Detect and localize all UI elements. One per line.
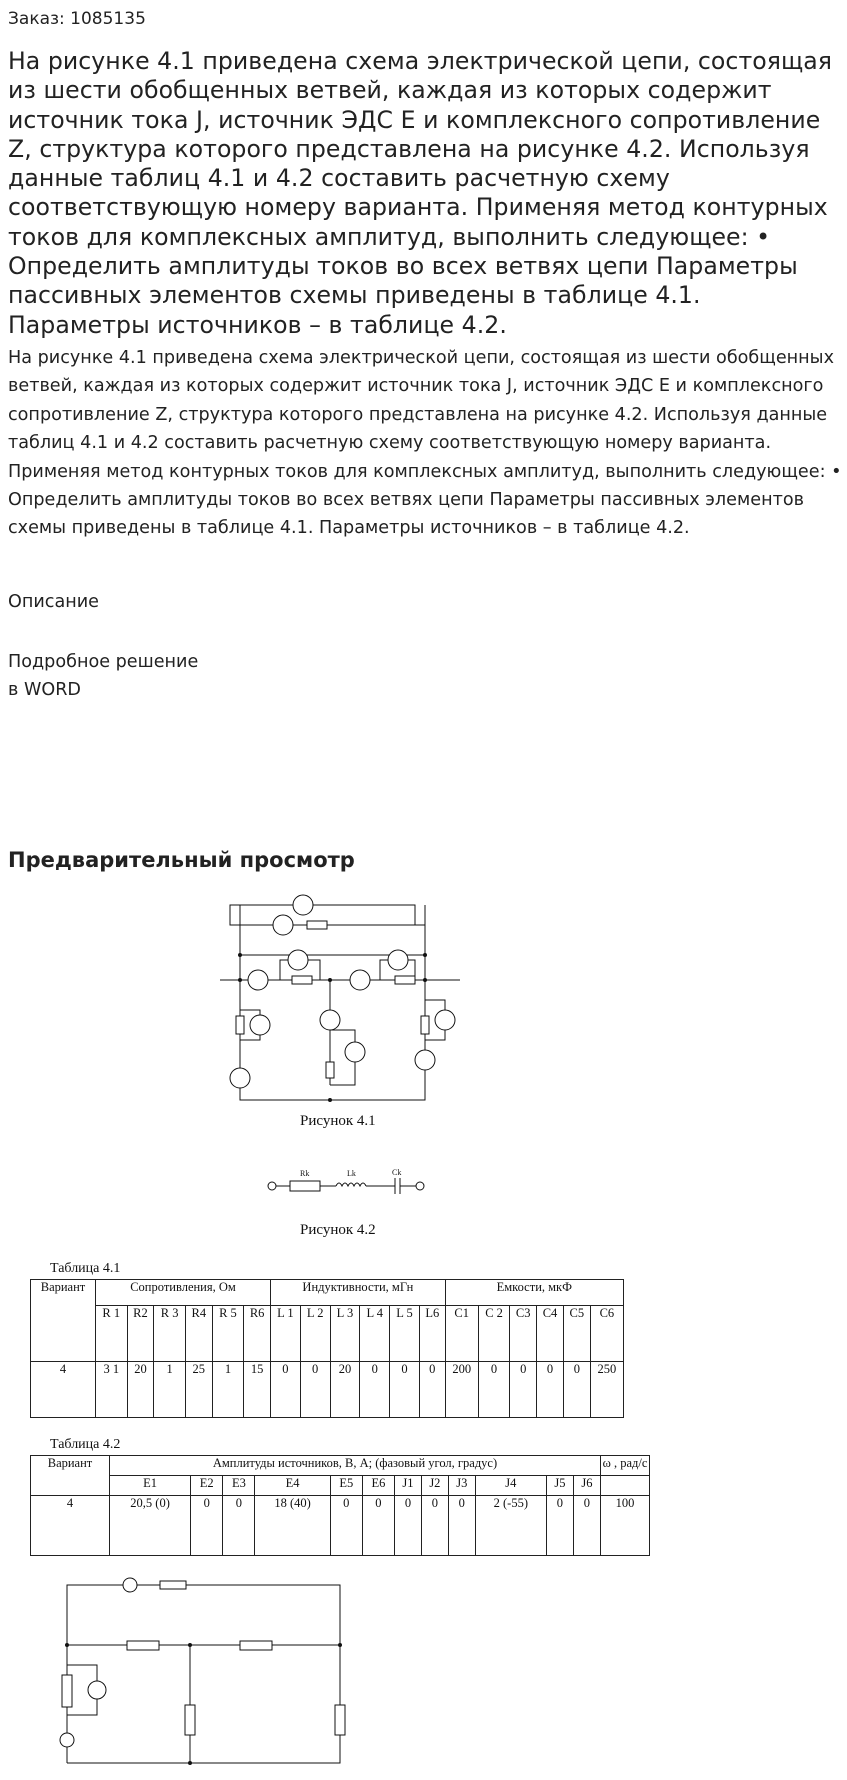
t1-col-header: C1 (445, 1306, 478, 1362)
t2-cell: 0 (395, 1496, 422, 1556)
figure-4-2-caption: Рисунок 4.2 (300, 1222, 376, 1238)
t2-cell: 0 (448, 1496, 475, 1556)
figure-4-2-branch (240, 1162, 440, 1202)
t1-cell: 0 (478, 1362, 510, 1418)
task-title: На рисунке 4.1 приведена схема электрической цепи, состоящая из шести обобщенных ветвей, каждая из которых содержит источник тока J, источник ЭДС E и комплексного сопротивление Z, структура которого представлена на рисунке 4.2. Используя данные таблиц 4.1 и 4.2 составить расчетную схему соответствующую номеру варианта. Применяя метод контурных токов для комплексных амплитуд, выполнить следующее: • Определить амплитуды токов во всех ветвях цепи Параметры пассивных элементов схемы приведены в таблице 4.1. Параметры источников – в таблице 4.2. (8, 47, 832, 339)
t1-group-resistance: Сопротивления, Ом (96, 1280, 271, 1306)
t1-cell: 15 (244, 1362, 271, 1418)
t1-col-header: R4 (185, 1306, 212, 1362)
t1-col-header: C 2 (478, 1306, 510, 1362)
fig2-label-r: Rk (300, 1169, 310, 1178)
t1-cell: 0 (271, 1362, 301, 1418)
figure-4-1-caption: Рисунок 4.1 (300, 1113, 376, 1129)
t1-col-header: C5 (563, 1306, 590, 1362)
t1-cell: 20 (330, 1362, 360, 1418)
t1-cell: 0 (300, 1362, 330, 1418)
t1-col-header: L 1 (271, 1306, 301, 1362)
t2-cell: 0 (421, 1496, 448, 1556)
t2-cell: 0 (330, 1496, 362, 1556)
t2-cell: 2 (-55) (475, 1496, 546, 1556)
t1-col-header: C3 (510, 1306, 537, 1362)
table-4-2 (30, 1455, 650, 1556)
t2-cell: 20,5 (0) (110, 1496, 191, 1556)
t2-cell: 4 (31, 1496, 110, 1556)
t2-col-header: E1 (110, 1476, 191, 1496)
t1-col-header: L 2 (300, 1306, 330, 1362)
t2-cell: 0 (223, 1496, 255, 1556)
t1-col-header: L6 (419, 1306, 445, 1362)
t1-col-header: L 3 (330, 1306, 360, 1362)
t2-col-header: J3 (448, 1476, 475, 1496)
t2-col-header: E6 (362, 1476, 394, 1496)
description-line-1: Подробное решение (8, 652, 199, 672)
t2-col-header: E5 (330, 1476, 362, 1496)
t1-cell: 250 (590, 1362, 623, 1418)
t1-cell: 0 (563, 1362, 590, 1418)
t2-col-header: J6 (573, 1476, 600, 1496)
t1-variant-header: Вариант (31, 1280, 96, 1362)
t2-omega-header: ω , рад/с (601, 1456, 650, 1476)
t2-col-header: E3 (223, 1476, 255, 1496)
t1-cell: 1 (212, 1362, 244, 1418)
t1-col-header: C6 (590, 1306, 623, 1362)
t1-col-header: R 3 (154, 1306, 186, 1362)
t1-col-header: L 5 (390, 1306, 420, 1362)
t1-cell: 0 (419, 1362, 445, 1418)
t2-col-header: E2 (191, 1476, 223, 1496)
t2-cell: 0 (573, 1496, 600, 1556)
t1-cell: 4 (31, 1362, 96, 1418)
t1-cell: 0 (537, 1362, 564, 1418)
t1-col-header: R6 (244, 1306, 271, 1362)
t1-cell: 200 (445, 1362, 478, 1418)
t2-group-header: Амплитуды источников, В, А; (фазовый угол, градус) (110, 1456, 601, 1476)
t2-cell: 0 (546, 1496, 573, 1556)
fig2-label-l: Lk (347, 1169, 356, 1178)
t2-variant-header: Вариант (31, 1456, 110, 1496)
t1-col-header: R 1 (96, 1306, 128, 1362)
t1-cell: 20 (127, 1362, 154, 1418)
table-4-1-caption: Таблица 4.1 (50, 1261, 121, 1276)
t2-col-header: J1 (395, 1476, 422, 1496)
t2-cell: 0 (362, 1496, 394, 1556)
t1-cell: 0 (510, 1362, 537, 1418)
t1-col-header: R 5 (212, 1306, 244, 1362)
figure-4-1-circuit (200, 880, 480, 1105)
t1-group-inductance: Индуктивности, мГн (271, 1280, 446, 1306)
t2-cell: 0 (191, 1496, 223, 1556)
t2-col-header: J2 (421, 1476, 448, 1496)
t1-group-capacitance: Емкости, мкФ (445, 1280, 623, 1306)
fig2-label-c: Ck (392, 1168, 402, 1177)
t2-col-header: E4 (255, 1476, 330, 1496)
bottom-circuit-schematic (55, 1565, 355, 1770)
t1-col-header: C4 (537, 1306, 564, 1362)
preview-title: Предварительный просмотр (8, 848, 355, 872)
t1-col-header: R2 (127, 1306, 154, 1362)
t2-col-header: J4 (475, 1476, 546, 1496)
t1-cell: 3 1 (96, 1362, 128, 1418)
t2-col-header: J5 (546, 1476, 573, 1496)
table-4-1 (30, 1279, 624, 1418)
t1-cell: 0 (390, 1362, 420, 1418)
t2-cell: 100 (601, 1496, 650, 1556)
task-text: На рисунке 4.1 приведена схема электрической цепи, состоящая из шести обобщенных ветвей, каждая из которых содержит источник тока J, источник ЭДС E и комплексного сопротивление Z, структура которого представлена на рисунке 4.2. Используя данные таблиц 4.1 и 4.2 составить расчетную схему соответствующую номеру варианта. Применяя метод контурных токов для комплексных амплитуд, выполнить следующее: • Определить амплитуды токов во всех ветвях цепи Параметры пассивных элементов схемы приведены в таблице 4.1. Параметры источников – в таблице 4.2. (8, 348, 842, 539)
t2-cell: 18 (40) (255, 1496, 330, 1556)
description-heading: Описание (8, 592, 100, 612)
order-number: Заказ: 1085135 (8, 9, 146, 29)
t1-col-header: L 4 (360, 1306, 390, 1362)
t1-cell: 1 (154, 1362, 186, 1418)
t1-cell: 0 (360, 1362, 390, 1418)
table-4-2-caption: Таблица 4.2 (50, 1437, 121, 1452)
t1-cell: 25 (185, 1362, 212, 1418)
description-line-2: в WORD (8, 680, 81, 700)
